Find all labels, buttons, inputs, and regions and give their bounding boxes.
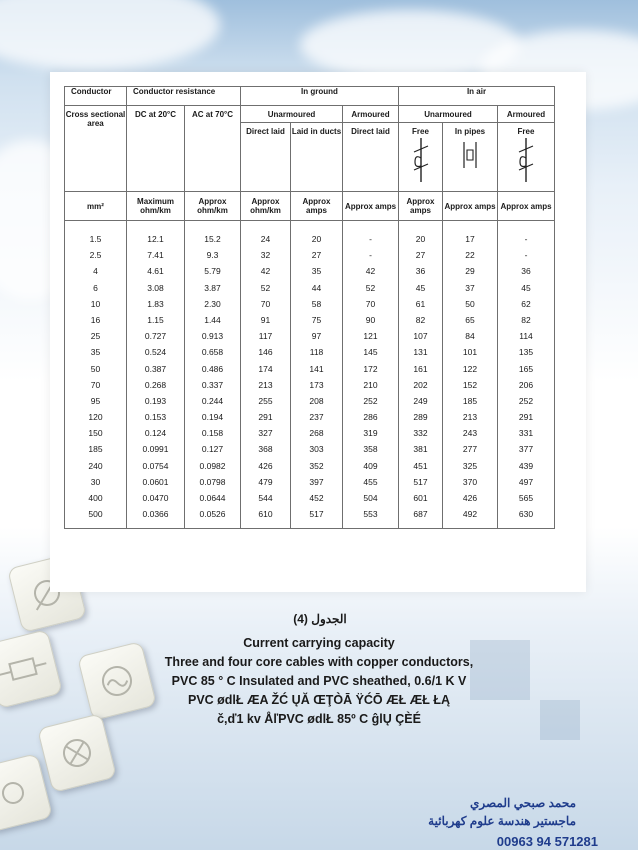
table-cell: 15.2 bbox=[204, 234, 221, 244]
table-cell: 439 bbox=[518, 460, 534, 471]
table-cell: 117 bbox=[258, 331, 273, 342]
table-cell: 185 bbox=[462, 395, 478, 406]
header-armoured-air: Armoured bbox=[498, 106, 555, 123]
table-cell: 252 bbox=[518, 395, 534, 406]
header-in-pipes bbox=[443, 123, 498, 192]
table-cell: 145 bbox=[363, 347, 378, 358]
table-cell: 45 bbox=[415, 282, 426, 293]
table-cell: 90 bbox=[365, 314, 376, 325]
table-cell: 20 bbox=[415, 234, 426, 244]
table-cell: 42 bbox=[260, 266, 271, 277]
header-in-air: In air bbox=[399, 87, 555, 106]
table-cell: 50 bbox=[90, 363, 101, 374]
table-body-row bbox=[65, 221, 555, 529]
unit-ducts: Approx amps bbox=[291, 192, 343, 221]
table-cell: 479 bbox=[258, 476, 273, 487]
table-cell: 331 bbox=[518, 428, 534, 439]
table-cell: 426 bbox=[258, 460, 273, 471]
background-cloud bbox=[0, 0, 220, 70]
table-cell: 27 bbox=[415, 250, 426, 261]
header-free-label: Free bbox=[412, 127, 429, 136]
header-conductor-resistance: Conductor resistance bbox=[127, 87, 241, 106]
table-cell: 0.658 bbox=[201, 347, 224, 358]
table-cell: 52 bbox=[365, 282, 376, 293]
table-cell: 35 bbox=[311, 266, 322, 277]
table-cell: 500 bbox=[88, 509, 103, 520]
table-cell: 0.913 bbox=[201, 331, 224, 342]
current-capacity-table bbox=[64, 86, 555, 529]
table-cell: 82 bbox=[415, 314, 426, 325]
unit-arm-free: Approx amps bbox=[498, 192, 555, 221]
table-cell: 544 bbox=[258, 493, 273, 503]
header-armoured-ground: Armoured bbox=[343, 106, 399, 123]
table-cell: - bbox=[524, 234, 528, 244]
table-cell: 29 bbox=[465, 266, 475, 277]
caption-line-1: Three and four core cables with copper conductors, bbox=[164, 655, 474, 669]
in-pipe-cable-icon bbox=[459, 138, 481, 172]
table-cell: 497 bbox=[518, 476, 534, 487]
table-cell: 27 bbox=[311, 250, 322, 261]
table-cell: 249 bbox=[413, 395, 428, 406]
header-direct-laid-armoured: Direct laid bbox=[343, 123, 399, 192]
caption-label bbox=[190, 612, 450, 626]
table-cell: 455 bbox=[363, 476, 378, 487]
table-cell: 0.0644 bbox=[199, 493, 226, 503]
table-cell: 517 bbox=[413, 476, 428, 487]
table-cell: 62 bbox=[521, 298, 531, 309]
table-cell: 0.337 bbox=[201, 379, 224, 390]
column-armoured-free-air bbox=[498, 221, 555, 529]
table-cell: 687 bbox=[413, 509, 428, 520]
table-cell: 370 bbox=[462, 476, 478, 487]
table-cell: 70 bbox=[365, 298, 376, 309]
table-cell: 517 bbox=[309, 509, 324, 520]
table-cell: 213 bbox=[258, 379, 273, 390]
table-cell: 24 bbox=[260, 234, 271, 244]
table-cell: - bbox=[369, 234, 372, 244]
unit-arm-ground: Approx amps bbox=[343, 192, 399, 221]
table-cell: 291 bbox=[518, 412, 534, 423]
table-cell: 0.0601 bbox=[142, 476, 169, 487]
table-cell: 2.5 bbox=[89, 250, 102, 261]
table-cell: 82 bbox=[521, 314, 531, 325]
table-cell: 150 bbox=[88, 428, 103, 439]
table-cell: 240 bbox=[88, 460, 103, 471]
caption-label-text: ﺍﻟﺠﺪﻭﻝ bbox=[311, 612, 347, 626]
table-cell: 152 bbox=[462, 379, 478, 390]
table-cell: 303 bbox=[309, 444, 324, 455]
unit-area: mm² bbox=[65, 192, 127, 221]
header-free-armoured-label: Free bbox=[517, 127, 535, 136]
author-phone: 00963 94 571281 bbox=[496, 834, 598, 849]
table-cell: 22 bbox=[465, 250, 475, 261]
table-cell: 400 bbox=[88, 493, 103, 503]
table-cell: 0.0366 bbox=[142, 509, 169, 520]
column-ac-resistance bbox=[185, 221, 241, 529]
table-cell: 10 bbox=[90, 298, 101, 309]
header-cross-sectional-area: Cross sectional area bbox=[65, 106, 127, 192]
table-cell: 0.158 bbox=[201, 428, 224, 439]
table-cell: 0.0982 bbox=[199, 460, 226, 471]
table-cell: 0.0470 bbox=[142, 493, 169, 503]
table-cell: 7.41 bbox=[147, 250, 164, 261]
table-cell: 42 bbox=[365, 266, 376, 277]
table-cell: 0.268 bbox=[144, 379, 167, 390]
table-cell: 0.0798 bbox=[199, 476, 226, 487]
table-cell: 237 bbox=[309, 412, 324, 423]
table-cell: 352 bbox=[309, 460, 324, 471]
header-unarmoured-air: Unarmoured bbox=[399, 106, 498, 123]
table-cell: 289 bbox=[413, 412, 428, 423]
table-cell: 52 bbox=[260, 282, 271, 293]
table-cell: 161 bbox=[413, 363, 428, 374]
table-cell: 213 bbox=[462, 412, 478, 423]
table-cell: 70 bbox=[90, 379, 101, 390]
table-cell: 368 bbox=[258, 444, 273, 455]
table-cell: 452 bbox=[309, 493, 324, 503]
table-cell: 319 bbox=[363, 428, 378, 439]
table-cell: 172 bbox=[363, 363, 378, 374]
caption-title: Current carrying capacity bbox=[243, 636, 395, 650]
header-dc-at-20: DC at 20°C bbox=[127, 106, 185, 192]
table-cell: 358 bbox=[363, 444, 378, 455]
table-cell: 3.87 bbox=[204, 282, 221, 293]
table-cell: 44 bbox=[311, 282, 322, 293]
header-free bbox=[399, 123, 443, 192]
table-cell: 553 bbox=[363, 509, 378, 520]
free-air-cable-icon bbox=[410, 138, 432, 182]
table-cell: 70 bbox=[260, 298, 271, 309]
table-cell: 61 bbox=[415, 298, 426, 309]
table-cell: 0.193 bbox=[144, 395, 167, 406]
table-cell: 0.524 bbox=[144, 347, 167, 358]
header-conductor: Conductor bbox=[65, 87, 127, 106]
table-cell: 12.1 bbox=[147, 234, 164, 244]
table-cell: 30 bbox=[90, 476, 101, 487]
author-title: ماجستير هندسة علوم كهربائية bbox=[428, 814, 576, 828]
table-cell: 243 bbox=[462, 428, 478, 439]
table-cell: 0.124 bbox=[144, 428, 167, 439]
table-cell: 20 bbox=[311, 234, 322, 244]
table-cell: 377 bbox=[518, 444, 534, 455]
table-cell: 3.08 bbox=[147, 282, 164, 293]
table-cell: 50 bbox=[465, 298, 475, 309]
table-card bbox=[50, 72, 586, 592]
unit-dc: Maximum ohm/km bbox=[127, 192, 185, 221]
table-cell: 75 bbox=[311, 314, 322, 325]
table-cell: 84 bbox=[465, 331, 475, 342]
table-cell: 122 bbox=[462, 363, 478, 374]
table-cell: 4.61 bbox=[147, 266, 164, 277]
table-cell: 208 bbox=[309, 395, 324, 406]
caption-line-3: PVC ødlŁ ÆA ŽĆ ŲĂ ŒŢÒĀ ŸĆŌ ÆŁ ÆŁ ŁĄ bbox=[187, 693, 451, 707]
table-cell: 327 bbox=[258, 428, 273, 439]
header-unarmoured-ground: Unarmoured bbox=[241, 106, 343, 123]
table-cell: 135 bbox=[518, 347, 534, 358]
table-cell: 255 bbox=[258, 395, 273, 406]
table-cell: 185 bbox=[88, 444, 103, 455]
column-area bbox=[65, 221, 127, 529]
table-cell: 165 bbox=[518, 363, 534, 374]
table-cell: 4 bbox=[93, 266, 98, 277]
table-cell: 610 bbox=[258, 509, 273, 520]
table-cell: 25 bbox=[90, 331, 101, 342]
table-cell: 252 bbox=[363, 395, 378, 406]
table-cell: 1.5 bbox=[89, 234, 102, 244]
header-direct-laid: Direct laid bbox=[241, 123, 291, 192]
column-free-air bbox=[399, 221, 443, 529]
table-cell: 451 bbox=[413, 460, 428, 471]
table-cell: 332 bbox=[413, 428, 428, 439]
table-cell: 97 bbox=[311, 331, 322, 342]
table-cell: 0.727 bbox=[144, 331, 167, 342]
table-cell: 0.387 bbox=[144, 363, 167, 374]
table-cell: 565 bbox=[518, 493, 534, 503]
unit-pipes: Approx amps bbox=[443, 192, 498, 221]
table-cell: 17 bbox=[465, 234, 475, 244]
table-cell: 426 bbox=[462, 493, 478, 503]
table-cell: 277 bbox=[462, 444, 478, 455]
table-cell: 37 bbox=[465, 282, 475, 293]
unit-direct: Approx ohm/km bbox=[241, 192, 291, 221]
table-cell: 291 bbox=[258, 412, 273, 423]
unit-free: Approx amps bbox=[399, 192, 443, 221]
table-cell: 202 bbox=[413, 379, 428, 390]
author-name: محمد صبحي المصري bbox=[470, 796, 576, 810]
table-cell: 0.244 bbox=[201, 395, 224, 406]
table-cell: 6 bbox=[93, 282, 98, 293]
column-laid-in-ducts bbox=[291, 221, 343, 529]
header-in-pipes-label: In pipes bbox=[454, 127, 486, 136]
table-cell: 397 bbox=[309, 476, 324, 487]
unit-ac: Approx ohm/km bbox=[185, 192, 241, 221]
table-cell: 58 bbox=[311, 298, 322, 309]
table-cell: 1.83 bbox=[147, 298, 164, 309]
column-direct-laid bbox=[241, 221, 291, 529]
caption-line-4: č,ď1 kv ÅľPVC ødlŁ 85º C ĝlŲ ÇÈÉ bbox=[217, 712, 421, 726]
table-cell: 9.3 bbox=[206, 250, 219, 261]
table-cell: 210 bbox=[363, 379, 378, 390]
table-cell: 286 bbox=[363, 412, 378, 423]
table-cell: 206 bbox=[518, 379, 534, 390]
table-cell: 45 bbox=[521, 282, 531, 293]
table-cell: 1.15 bbox=[147, 314, 164, 325]
header-free-armoured bbox=[498, 123, 555, 192]
table-cell: 120 bbox=[88, 412, 103, 423]
table-cell: 0.0526 bbox=[199, 509, 226, 520]
table-cell: - bbox=[369, 250, 372, 261]
table-cell: 0.153 bbox=[144, 412, 167, 423]
table-cell: 36 bbox=[415, 266, 426, 277]
table-cell: 492 bbox=[462, 509, 478, 520]
table-cell: 35 bbox=[90, 347, 101, 358]
table-cell: 1.44 bbox=[204, 314, 221, 325]
table-cell: 0.127 bbox=[201, 444, 224, 455]
header-ac-at-70: AC at 70°C bbox=[185, 106, 241, 192]
table-cell: 504 bbox=[363, 493, 378, 503]
table-cell: 409 bbox=[363, 460, 378, 471]
caption-line-2: PVC 85 ° C Insulated and PVC sheathed, 0.6/1 K V bbox=[171, 674, 467, 688]
table-cell: 381 bbox=[413, 444, 428, 455]
table-cell: 141 bbox=[309, 363, 324, 374]
table-cell: 174 bbox=[258, 363, 273, 374]
column-dc-resistance bbox=[127, 221, 185, 529]
table-cell: 65 bbox=[465, 314, 475, 325]
header-laid-in-ducts: Laid in ducts bbox=[291, 123, 343, 192]
column-armoured-ground bbox=[343, 221, 399, 529]
table-cell: 268 bbox=[309, 428, 324, 439]
table-cell: 146 bbox=[258, 347, 273, 358]
table-cell: 16 bbox=[90, 314, 101, 325]
table-cell: 107 bbox=[413, 331, 428, 342]
column-in-pipes bbox=[443, 221, 498, 529]
table-cell: - bbox=[524, 250, 528, 261]
table-cell: 630 bbox=[518, 509, 534, 520]
table-cell: 91 bbox=[260, 314, 271, 325]
table-cell: 131 bbox=[413, 347, 428, 358]
table-cell: 325 bbox=[462, 460, 478, 471]
table-cell: 95 bbox=[90, 395, 101, 406]
table-cell: 121 bbox=[363, 331, 378, 342]
table-cell: 2.30 bbox=[204, 298, 221, 309]
table-cell: 32 bbox=[260, 250, 271, 261]
table-cell: 36 bbox=[521, 266, 531, 277]
table-cell: 0.194 bbox=[201, 412, 224, 423]
caption-label-number: (4) bbox=[293, 612, 308, 626]
table-cell: 0.486 bbox=[201, 363, 224, 374]
table-cell: 101 bbox=[462, 347, 478, 358]
table-cell: 0.0754 bbox=[142, 460, 169, 471]
table-cell: 173 bbox=[309, 379, 324, 390]
table-cell: 5.79 bbox=[204, 266, 221, 277]
table-cell: 118 bbox=[309, 347, 324, 358]
header-in-ground: In ground bbox=[241, 87, 399, 106]
table-cell: 0.0991 bbox=[142, 444, 169, 455]
table-cell: 601 bbox=[413, 493, 428, 503]
free-air-armoured-cable-icon bbox=[515, 138, 537, 182]
table-cell: 114 bbox=[519, 331, 533, 342]
